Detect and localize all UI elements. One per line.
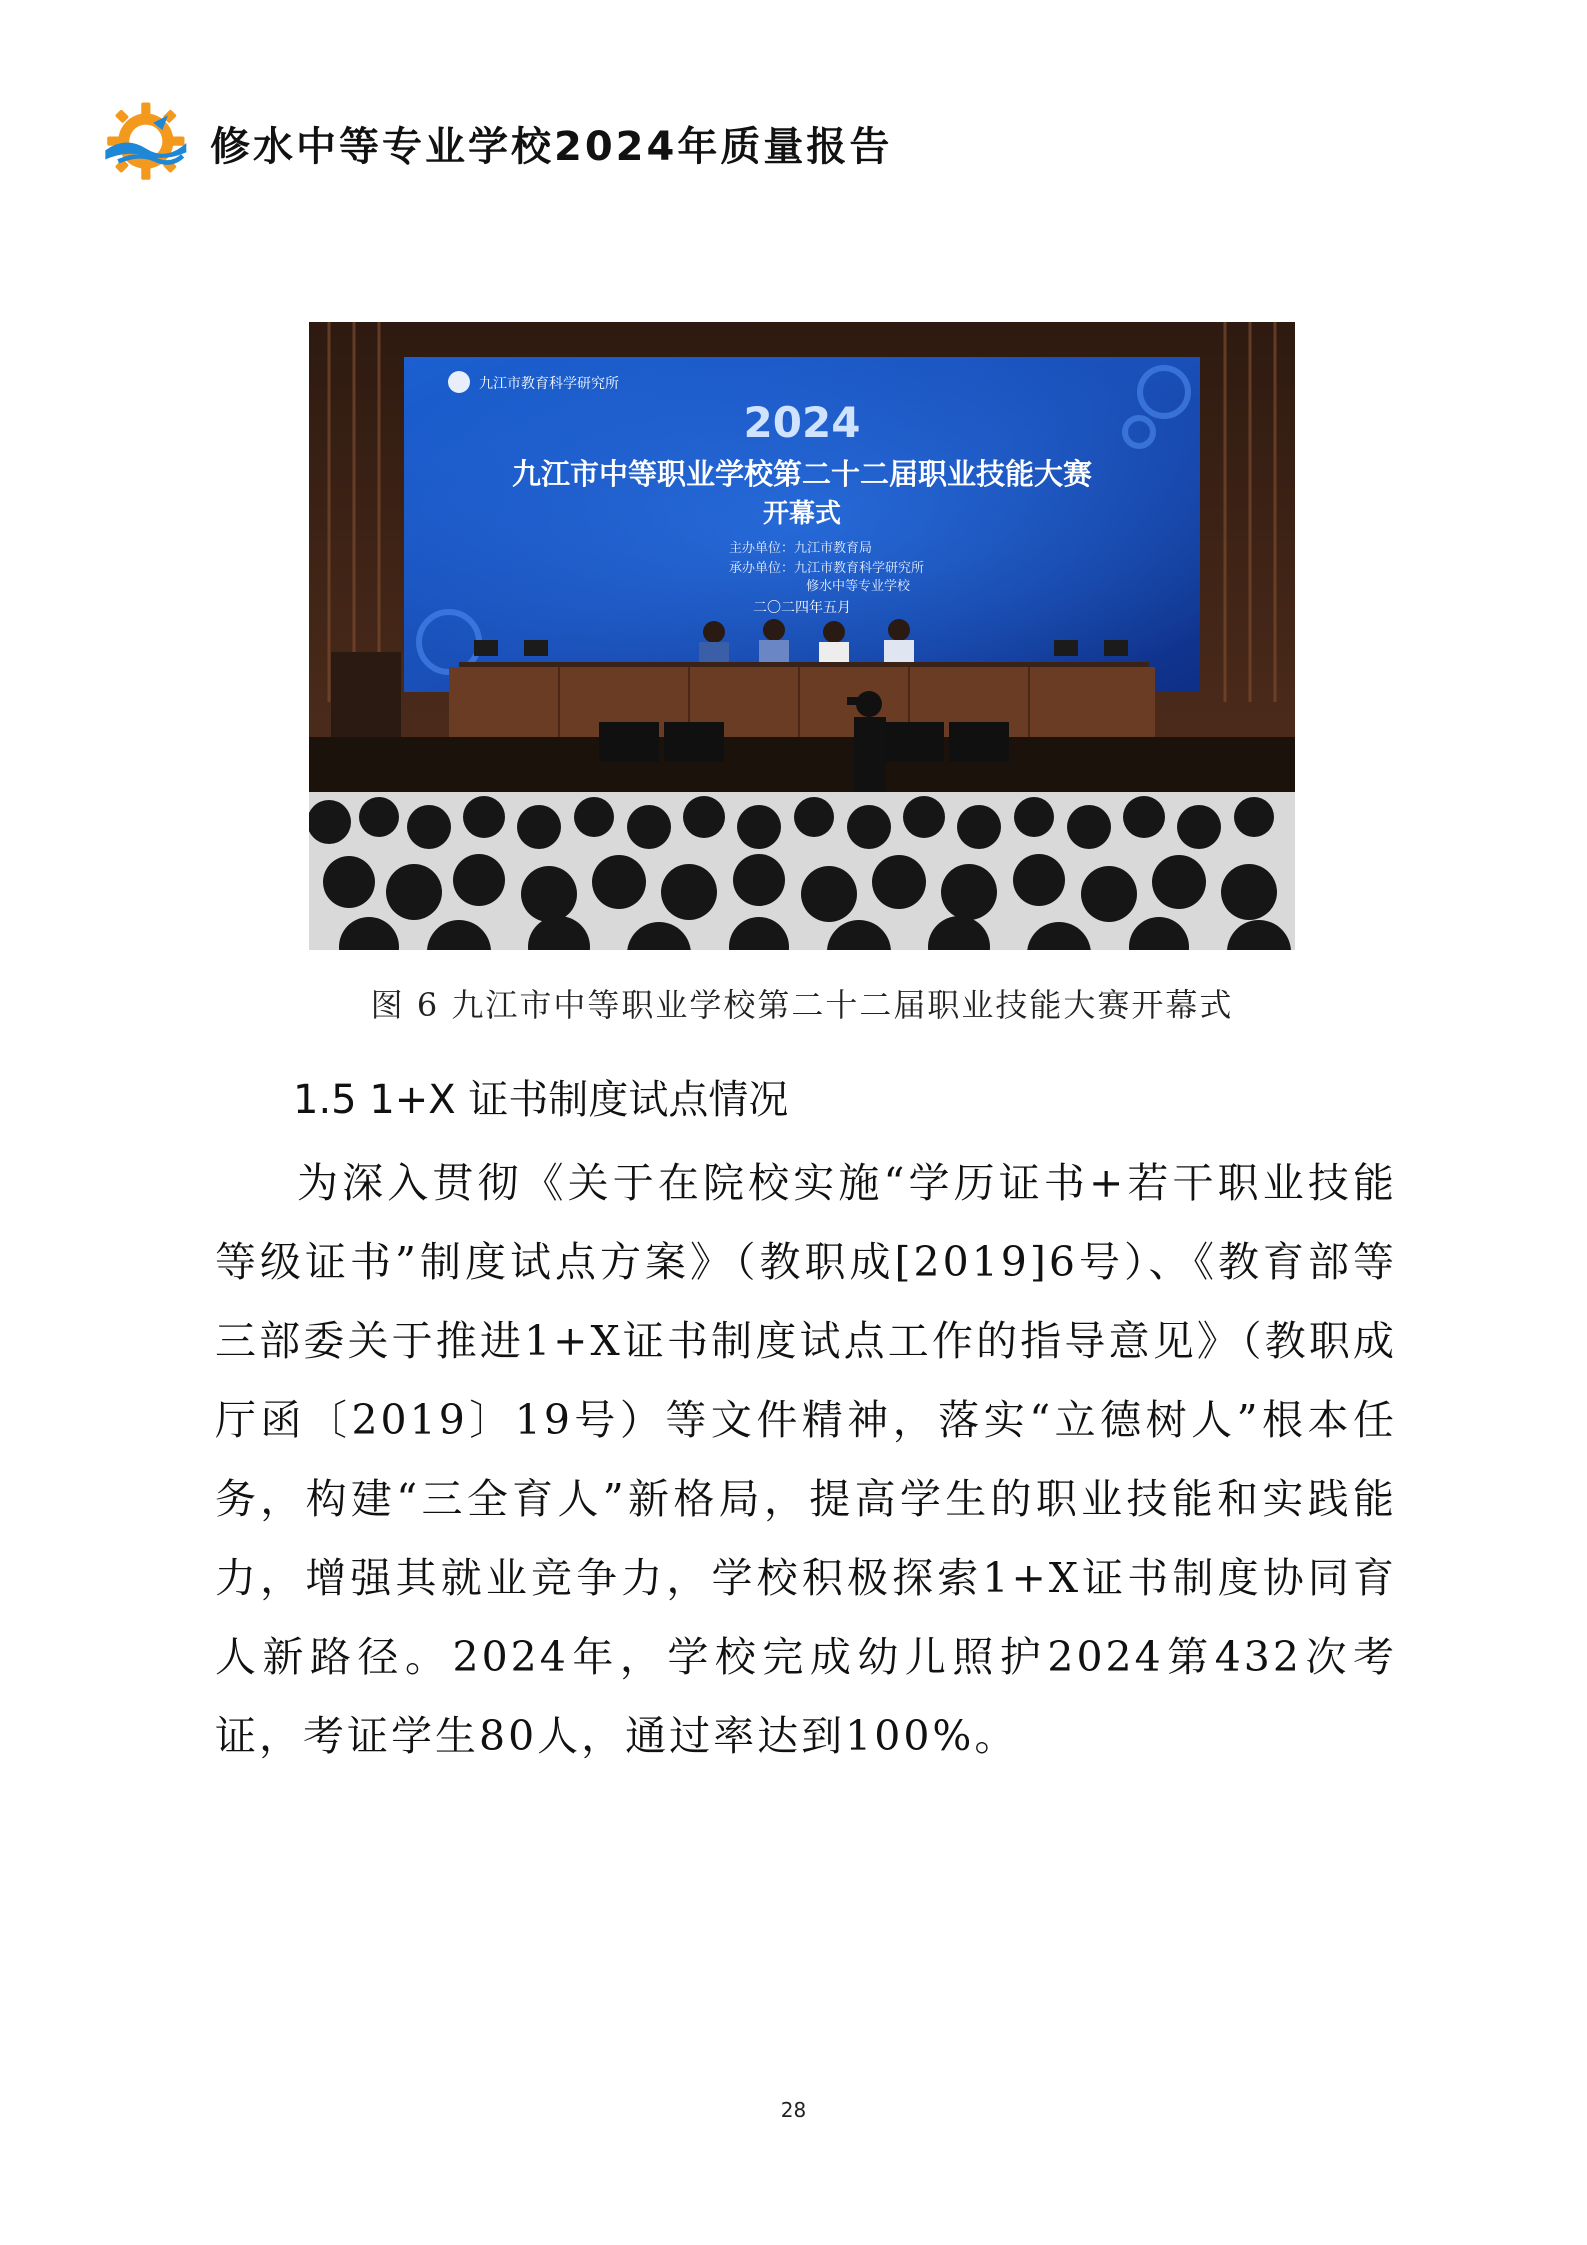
report-title: 修水中等专业学校2024年质量报告 bbox=[210, 123, 893, 170]
section-paragraph: 为深入贯彻《关于在院校实施“学历证书+若干职业技能等级证书”制度试点方案》（教职成[2019]6号）、《教育部等三部委关于推进1+X证书制度试点工作的指导意见》（教职成厅函〔2019〕19号）等文件精神，落实“立德树人”根本任务，构建“三全育人”新格局，提高学生的职业技能和实践能力，增强其就业竞争力，学校积极探索1+X证书制度协同育人新路径。2024年，学校完成幼儿照护2024第432次考证，考证学生80人，通过率达到100%。 bbox=[215, 1159, 1397, 1760]
screen-organizer: 主办单位：九江市教育局 bbox=[729, 541, 873, 556]
event-photo bbox=[309, 322, 1295, 950]
screen-headline: 九江市中等职业学校第二十二届职业技能大赛 bbox=[511, 457, 1093, 491]
section-heading: 1.5 1+X 证书制度试点情况 bbox=[293, 1077, 789, 1123]
gear-wave-logo-icon bbox=[98, 97, 190, 189]
screen-co-organizer-1: 承办单位：九江市教育科学研究所 bbox=[729, 561, 925, 576]
screen-subheadline: 开幕式 bbox=[762, 499, 842, 529]
figure-caption: 图 6 九江市中等职业学校第二十二届职业技能大赛开幕式 bbox=[370, 986, 1234, 1024]
screen-year: 2024 bbox=[743, 398, 861, 447]
page-header bbox=[98, 98, 892, 188]
screen-org-line: 九江市教育科学研究所 bbox=[479, 376, 619, 392]
page-number: 28 bbox=[780, 2098, 807, 2122]
screen-date: 二〇二四年五月 bbox=[753, 600, 851, 616]
screen-co-organizer-2: 修水中等专业学校 bbox=[806, 579, 911, 594]
stage-table bbox=[449, 667, 1155, 737]
